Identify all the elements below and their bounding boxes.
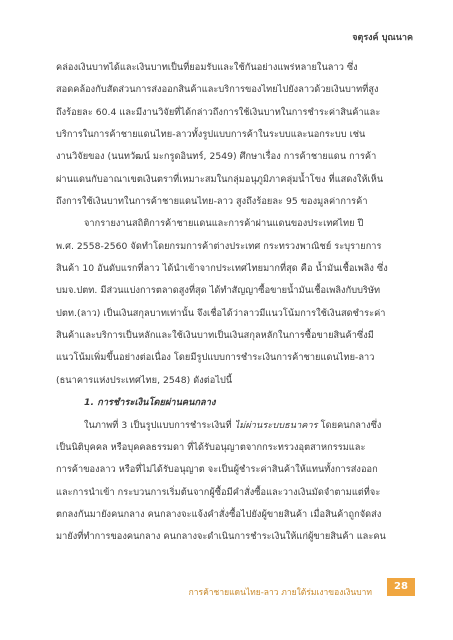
paragraph-line: (ธนาคารแห่งประเทศไทย, 2548) ดังต่อไปนี้ bbox=[56, 374, 233, 386]
paragraph-line: การค้าของลาว หรือที่ไม่ได้รับอนุญาต จะเป็นผู้ชำระค่าสินค้าให้แทนทั้งการส่งออก bbox=[56, 464, 378, 476]
paragraph-line: และการนำเข้า กระบวนการเริ่มต้นจากผู้ซื้อมีคำสั่งซื้อและวางเงินมัดจำตามแต่ที่จะ bbox=[56, 486, 381, 498]
paragraph-line: จากรายงานสถิติการค้าชายแดนและการค้าผ่านแดนของประเทศไทย ปี bbox=[84, 218, 364, 230]
paragraph-line: ตกลงกันมายังคนกลาง คนกลางจะแจ้งคำสั่งซื้อไปยังผู้ขายสินค้า เมื่อสินค้าถูกจัดส่ง bbox=[56, 508, 382, 520]
paragraph-line: ถึงการใช้เงินบาทในการค้าชายแดนไทย-ลาว สูงถึงร้อยละ 95 ของมูลค่าการค้า bbox=[56, 196, 368, 208]
paragraph-line: บมจ.ปตท. มีส่วนแบ่งการตลาดสูงที่สุด ได้ทำสัญญาซื้อขายน้ำมันเชื้อเพลิงกับบริษัท bbox=[56, 285, 381, 297]
paragraph-line: คล่องเงินบาทได้และเงินบาทเป็นที่ยอมรับและใช้กันอย่างแพร่หลายในลาว ซึ่ง bbox=[56, 62, 358, 73]
paragraph-line: มายังที่ทำการของคนกลาง คนกลางจะดำเนินการชำระเงินให้แก่ผู้ขายสินค้า และคน bbox=[56, 531, 386, 543]
paragraph-line: แนวโน้มเพิ่มขึ้นอย่างต่อเนื่อง โดยมีรูปแบบการชำระเงินการค้าชายแดนไทย-ลาว bbox=[56, 352, 375, 364]
running-footer-title: การค้าชายแดนไทย-ลาว ภายใต้ร่มเงาของเงินบาท bbox=[188, 588, 372, 598]
paragraph-line: สินค้าและบริการเป็นหลักและใช้เงินบาทเป็นเงินสกุลหลักในการซื้อขายสินค้าซึ่งมี bbox=[56, 330, 374, 342]
paragraph-line: ถึงร้อยละ 60.4 และมีงานวิจัยที่ได้กล่าวถึงการใช้เงินบาทในการชำระค่าสินค้าและ bbox=[56, 106, 381, 118]
paragraph-line: ผ่านแดนกับอาณาเขตเงินตราที่เหมาะสมในกลุ่มอนุภูมิภาคลุ่มน้ำโขง ที่แสดงให้เห็น bbox=[56, 173, 384, 185]
paragraph-line: พ.ศ. 2558-2560 จัดทำโดยกรมการค้าต่างประเทศ กระทรวงพาณิชย์ ระบุรายการ bbox=[56, 240, 382, 252]
paragraph-line: สินค้า 10 อันดับแรกที่ลาว ได้นำเข้าจากประเทศไทยมากที่สุด คือ น้ำมันเชื้อเพลิง ซึ่ง bbox=[56, 263, 388, 275]
emphasis-text: ไม่ผ่านระบบธนาคาร bbox=[234, 419, 318, 431]
text-run: โดยคนกลางซึ่ง bbox=[317, 419, 382, 431]
running-header-author: จตุรงค์ บุณนาค bbox=[352, 33, 413, 43]
paragraph-line bbox=[56, 415, 400, 437]
paragraph-line: เป็นนิติบุคคล หรือบุคคลธรรมดา ที่ได้รับอนุญาตจากกระทรวงอุตสาหกรรมและ bbox=[56, 441, 366, 453]
paragraph-line: สอดคล้องกับสัดส่วนการส่งออกสินค้าและบริการของไทยไปยังลาวด้วยเงินบาทที่สูง bbox=[56, 84, 379, 96]
body-text bbox=[56, 57, 400, 549]
paragraph-line: บริการในการค้าชายแดนไทย-ลาวทั้งรูปแบบการค้าในระบบและนอกระบบ เช่น bbox=[56, 129, 366, 141]
text-run: ในภาพที่ 3 เป็นรูปแบบการชำระเงินที่ bbox=[84, 419, 235, 431]
section-heading: 1. การชำระเงินโดยผ่านคนกลาง bbox=[84, 397, 216, 409]
paragraph-line: งานวิจัยของ (นนทวัฒน์ มะกรูดอินทร์, 2549) ศึกษาเรื่อง การค้าชายแดน การค้า bbox=[56, 151, 377, 163]
page-number: 28 bbox=[387, 578, 415, 596]
paragraph-line: ปตท.(ลาว) เป็นเงินสกุลบาทเท่านั้น จึงเชื่อได้ว่าลาวมีแนวโน้มการใช้เงินสดชำระค่า bbox=[56, 307, 386, 319]
